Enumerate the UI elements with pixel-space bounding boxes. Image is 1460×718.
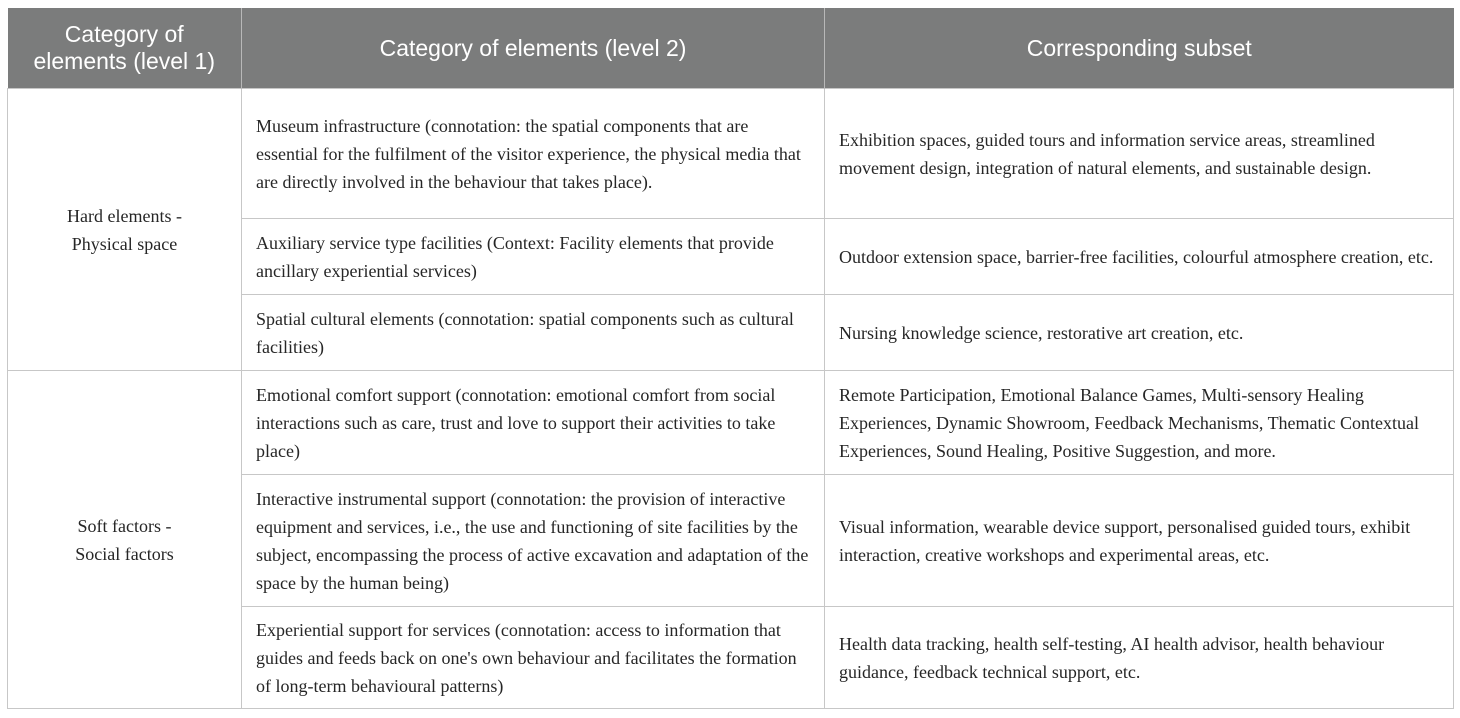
subset-cell: Nursing knowledge science, restorative art creation, etc. (825, 295, 1454, 371)
subset-cell: Visual information, wearable device support, personalised guided tours, exhibit interaction, creative workshops and experimental areas, etc. (825, 475, 1454, 607)
level2-cell: Experiential support for services (connotation: access to information that guides and feeds back on one's own behaviour and facilitates the formation of long-term behavioural patterns) (242, 607, 825, 709)
subset-cell: Remote Participation, Emotional Balance Games, Multi-sensory Healing Experiences, Dynamic Showroom, Feedback Mechanisms, Thematic Contextual Experiences, Sound Healing, Positive Suggestion, and more. (825, 371, 1454, 475)
level1-label-line1: Soft factors - (77, 515, 172, 536)
header-level1-line2: elements (level 1) (33, 48, 216, 74)
table-row (8, 371, 1454, 475)
header-level1 (8, 8, 242, 89)
level1-label-line2: Physical space (71, 233, 178, 254)
subset-cell: Health data tracking, health self-testing, AI health advisor, health behaviour guidance, feedback technical support, etc. (825, 607, 1454, 709)
level2-cell: Auxiliary service type facilities (Context: Facility elements that provide ancillary experiential services) (242, 219, 825, 295)
table-row (8, 89, 1454, 219)
level2-cell: Interactive instrumental support (connotation: the provision of interactive equipment and services, i.e., the use and functioning of site facilities by the subject, encompassing the process of active excavation and adaptation of the space by the human being) (242, 475, 825, 607)
elements-table (7, 8, 1454, 709)
level1-label-line2: Social factors (75, 543, 174, 564)
subset-cell: Exhibition spaces, guided tours and information service areas, streamlined movement design, integration of natural elements, and sustainable design. (825, 89, 1454, 219)
level2-cell: Museum infrastructure (connotation: the spatial components that are essential for the fulfilment of the visitor experience, the physical media that are directly involved in the behaviour that takes place). (242, 89, 825, 219)
level1-label-line1: Hard elements - (67, 205, 182, 226)
level2-cell: Spatial cultural elements (connotation: spatial components such as cultural facilities) (242, 295, 825, 371)
level1-cell-hard-elements (8, 89, 242, 371)
header-subset: Corresponding subset (825, 8, 1454, 89)
header-level1-line1: Category of (64, 21, 184, 47)
header-row (8, 8, 1454, 89)
subset-cell: Outdoor extension space, barrier-free facilities, colourful atmosphere creation, etc. (825, 219, 1454, 295)
level1-cell-soft-factors (8, 371, 242, 709)
level2-cell: Emotional comfort support (connotation: emotional comfort from social interactions such as care, trust and love to support their activities to take place) (242, 371, 825, 475)
header-level2: Category of elements (level 2) (242, 8, 825, 89)
